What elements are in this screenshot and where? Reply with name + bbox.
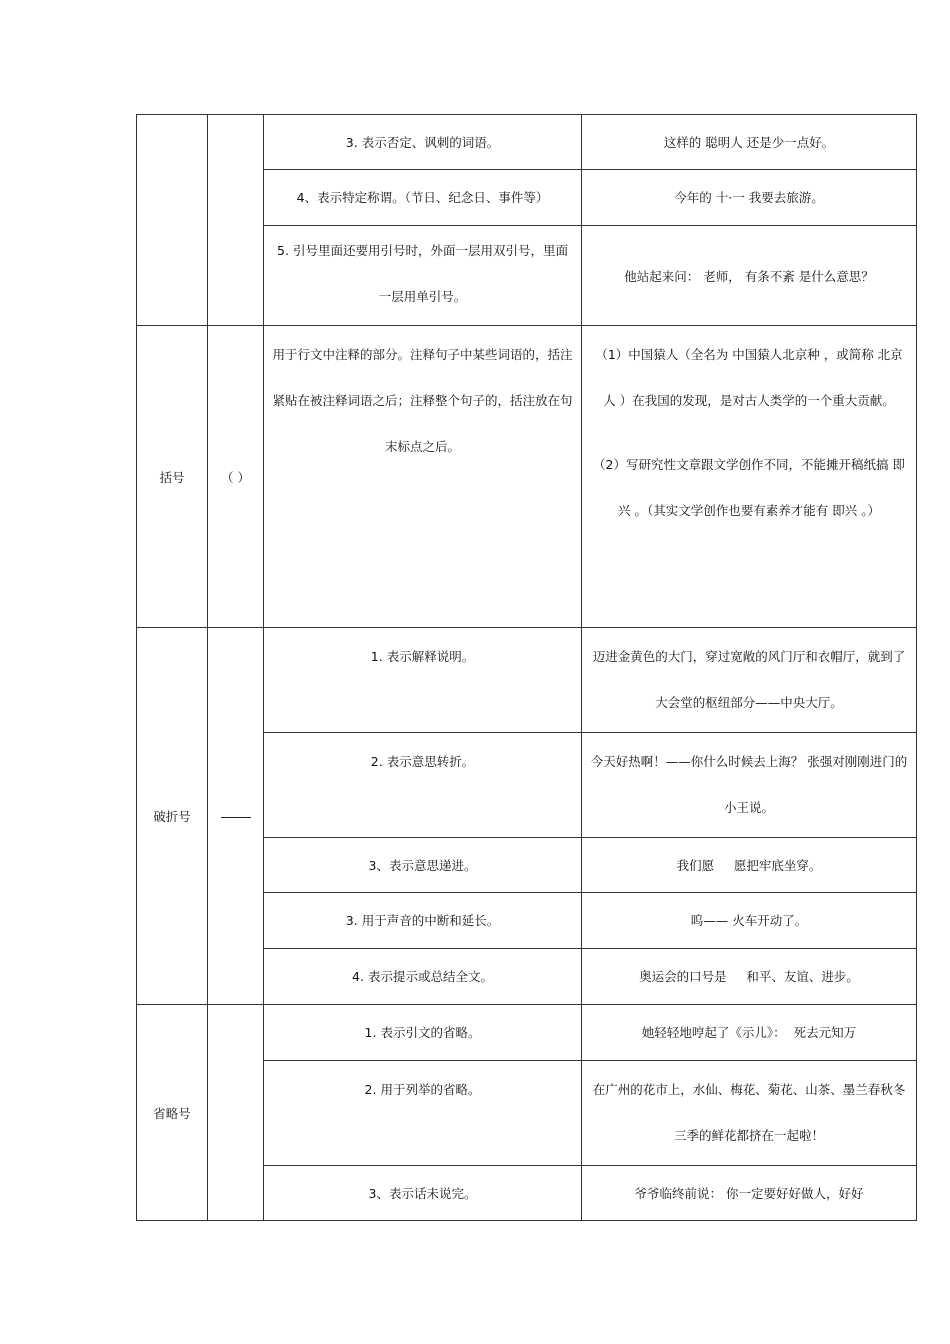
symbol-cell-brackets: （ ） [208, 326, 264, 628]
example-cell: 我们愿 愿把牢底坐穿。 [582, 838, 917, 893]
table-row [137, 115, 917, 170]
bracket-example-2: （2）写研究性文章跟文学创作不同，不能摊开稿纸搞 即兴 。（其实文学创作也要有素养才能有 即兴 。） [593, 457, 905, 518]
usage-cell: 2. 表示意思转折。 [264, 733, 582, 838]
symbol-cell-ellipsis [208, 1005, 264, 1221]
dash-symbol-icon [221, 817, 251, 818]
usage-cell: 1. 表示引文的省略。 [264, 1005, 582, 1061]
usage-cell: 2. 用于列举的省略。 [264, 1061, 582, 1166]
name-cell-dash: 破折号 [137, 628, 208, 1005]
example-cell: 他站起来问： 老师， 有条不紊 是什么意思？ [582, 226, 917, 326]
bracket-example-1: （1）中国猿人（全名为 中国猿人北京种 ，或简称 北京人 ）在我国的发现，是对古人类学的一个重大贡献。 [595, 347, 903, 408]
usage-cell: 5. 引号里面还要用引号时，外面一层用双引号，里面一层用单引号。 [264, 226, 582, 326]
name-cell-quotes [137, 115, 208, 326]
usage-cell: 3、表示话未说完。 [264, 1166, 582, 1221]
example-cell: 这样的 聪明人 还是少一点好。 [582, 115, 917, 170]
example-cell: 今年的 十·一 我要去旅游。 [582, 170, 917, 226]
usage-cell: 1. 表示解释说明。 [264, 628, 582, 733]
usage-cell: 4. 表示提示或总结全文。 [264, 949, 582, 1005]
usage-cell: 3. 用于声音的中断和延长。 [264, 893, 582, 949]
name-cell-ellipsis: 省略号 [137, 1005, 208, 1221]
name-cell-brackets: 括号 [137, 326, 208, 628]
punctuation-table [136, 114, 917, 1221]
table-row [137, 326, 917, 628]
usage-cell: 3. 表示否定、讽刺的词语。 [264, 115, 582, 170]
example-cell: 迈进金黄色的大门，穿过宽敞的风门厅和衣帽厅，就到了大会堂的枢纽部分——中央大厅。 [582, 628, 917, 733]
usage-cell: 用于行文中注释的部分。注释句子中某些词语的，括注紧贴在被注释词语之后；注释整个句子的，括注放在句末标点之后。 [264, 326, 582, 628]
usage-cell: 3、表示意思递进。 [264, 838, 582, 893]
example-cell: 爷爷临终前说： 你一定要好好做人，好好 [582, 1166, 917, 1221]
symbol-cell-dash [208, 628, 264, 1005]
table-row [137, 628, 917, 733]
symbol-cell-quotes [208, 115, 264, 326]
example-cell [582, 326, 917, 628]
example-cell: 她轻轻地哼起了《示儿》： 死去元知万 [582, 1005, 917, 1061]
usage-cell: 4、表示特定称谓。（节日、纪念日、事件等） [264, 170, 582, 226]
example-cell: 奥运会的口号是 和平、友谊、进步。 [582, 949, 917, 1005]
example-cell: 呜—— 火车开动了。 [582, 893, 917, 949]
example-cell: 今天好热啊！——你什么时候去上海？ 张强对刚刚进门的小王说。 [582, 733, 917, 838]
example-cell: 在广州的花市上，水仙、梅花、菊花、山茶、墨兰春秋冬三季的鲜花都挤在一起啦！ [582, 1061, 917, 1166]
table-row [137, 1005, 917, 1061]
